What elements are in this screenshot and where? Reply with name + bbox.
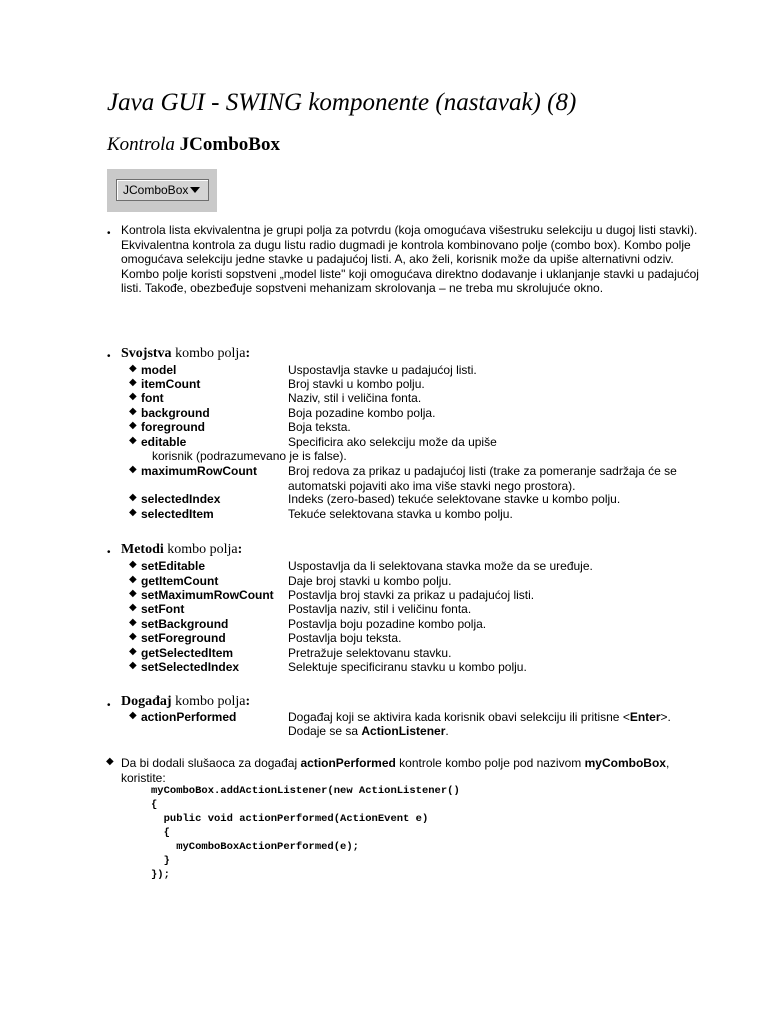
intro-paragraph: Kontrola lista ekvivalentna je grupi polja za potvrdu (koja omogućava višestruku selekciju u dugoj listi stavki). Ekvivalentna kontrola za dugu listu radio dugmadi je kontrola kombinovano polje (combo box). Kombo polje omogućava selekciju jedne stavke u padajućoj listi. A, ako želi, korisnik može da upiše alternativni odziv. Kombo polje koristi sopstveni „model liste" koji omogućava direktno dodavanje i uklanjanje stavki u padajućoj listi. Takođe, obezbeđuje sopstveni mehanizam skrolovanja – ne treba mu skrolujuće okno. (121, 223, 699, 295)
page-title: Java GUI - SWING komponente (nastavak) (8) (107, 89, 577, 116)
method-name: setBackground (141, 617, 229, 631)
method-name: getSelectedItem (141, 646, 234, 660)
diamond-bullet: ◆ (129, 710, 137, 721)
property-name: background (141, 406, 210, 420)
diamond-bullet: ◆ (129, 646, 137, 657)
property-name: maximumRowCount (141, 464, 258, 478)
methods-heading (121, 542, 242, 558)
method-desc: Postavlja broj stavki za prikaz u padajućoj listi. (288, 588, 535, 602)
method-name: setFont (141, 602, 185, 616)
property-name: itemCount (141, 377, 201, 391)
method-name: getItemCount (141, 574, 219, 588)
combobox-sample (116, 179, 209, 201)
method-desc: Daje broj stavki u kombo polju. (288, 574, 452, 588)
diamond-bullet: ◆ (129, 507, 137, 518)
subtitle-italic: Kontrola (107, 134, 175, 155)
properties-heading-bold: Svojstva (121, 346, 172, 361)
properties-heading-rest: kombo polja (171, 346, 246, 361)
diamond-bullet: ◆ (129, 464, 137, 475)
property-desc: Specificira ako selekciju može da upiše (288, 435, 497, 449)
property-name: model (141, 363, 177, 377)
diamond-bullet: ◆ (129, 660, 137, 671)
diamond-bullet: ◆ (129, 406, 137, 417)
listener-paragraph: Da bi dodali slušaoca za događaj actionPerformed kontrole kombo polje pod nazivom myComboBox, koristite: (121, 756, 670, 785)
property-desc: Broj redova za prikaz u padajućoj listi (trake za pomeranje sadržaja će se automatski pojaviti ako ima više stavki nego prostora). (288, 464, 677, 493)
property-desc: Tekuće selektovana stavka u kombo polju. (288, 507, 513, 521)
property-name: editable (141, 435, 187, 449)
diamond-bullet: ◆ (129, 492, 137, 503)
property-name: selectedItem (141, 507, 214, 521)
methods-heading-rest: kombo polja (163, 542, 238, 557)
property-desc: Boja pozadine kombo polja. (288, 406, 436, 420)
bullet-methods: • (107, 547, 111, 558)
bullet-properties: • (107, 351, 111, 362)
method-name: setMaximumRowCount (141, 588, 274, 602)
method-name: setEditable (141, 559, 206, 573)
property-name: font (141, 391, 164, 405)
code-sample: myComboBox.addActionListener(new ActionListener() { public void actionPerformed(ActionEvent e) { myComboBoxActionPerformed(e); } }); (151, 785, 460, 881)
methods-heading-bold: Metodi (121, 542, 164, 557)
method-desc: Selektuje specificiranu stavku u kombo polju. (288, 660, 527, 674)
diamond-bullet: ◆ (129, 435, 137, 446)
diamond-bullet: ◆ (129, 363, 137, 374)
event-heading-colon: : (245, 694, 251, 709)
diamond-bullet: ◆ (129, 617, 137, 628)
event-name: actionPerformed (141, 710, 237, 724)
combobox-label: JComboBox (123, 183, 189, 197)
subtitle-bold: JComboBox (179, 134, 280, 155)
diamond-bullet: ◆ (129, 377, 137, 388)
bullet-event: • (107, 700, 111, 711)
bullet-intro: • (107, 228, 111, 239)
method-desc: Uspostavlja da li selektovana stavka može da se uređuje. (288, 559, 593, 573)
method-desc: Postavlja boju pozadine kombo polja. (288, 617, 487, 631)
diamond-bullet: ◆ (129, 631, 137, 642)
event-desc: Događaj koji se aktivira kada korisnik obavi selekciju ili pritisne <Enter>. (288, 710, 671, 724)
chevron-down-icon (190, 187, 200, 193)
event-desc-continued: Dodaje se sa ActionListener. (288, 724, 449, 738)
method-name: setForeground (141, 631, 226, 645)
property-desc: Broj stavki u kombo polju. (288, 377, 425, 391)
property-desc-continued: korisnik (podrazumevano je is false). (152, 449, 347, 463)
property-desc: Naziv, stil i veličina fonta. (288, 391, 422, 405)
method-desc: Pretražuje selektovanu stavku. (288, 646, 452, 660)
property-desc: Boja teksta. (288, 420, 351, 434)
event-heading (121, 694, 250, 710)
properties-heading (121, 346, 250, 362)
methods-heading-colon: : (237, 542, 243, 557)
method-desc: Postavlja naziv, stil i veličinu fonta. (288, 602, 472, 616)
diamond-bullet: ◆ (129, 588, 137, 599)
properties-heading-colon: : (245, 346, 251, 361)
event-heading-bold: Događaj (121, 694, 172, 709)
diamond-bullet: ◆ (129, 574, 137, 585)
property-desc: Indeks (zero-based) tekuće selektovane stavke u kombo polju. (288, 492, 621, 506)
diamond-bullet: ◆ (129, 420, 137, 431)
property-name: foreground (141, 420, 205, 434)
event-heading-rest: kombo polja (171, 694, 246, 709)
bullet-listener: ◆ (106, 756, 114, 767)
combobox-illustration (107, 169, 217, 212)
diamond-bullet: ◆ (129, 559, 137, 570)
property-desc: Uspostavlja stavke u padajućoj listi. (288, 363, 477, 377)
property-name: selectedIndex (141, 492, 221, 506)
method-desc: Postavlja boju teksta. (288, 631, 402, 645)
diamond-bullet: ◆ (129, 602, 137, 613)
section-subtitle (107, 134, 280, 156)
method-name: setSelectedIndex (141, 660, 240, 674)
diamond-bullet: ◆ (129, 391, 137, 402)
